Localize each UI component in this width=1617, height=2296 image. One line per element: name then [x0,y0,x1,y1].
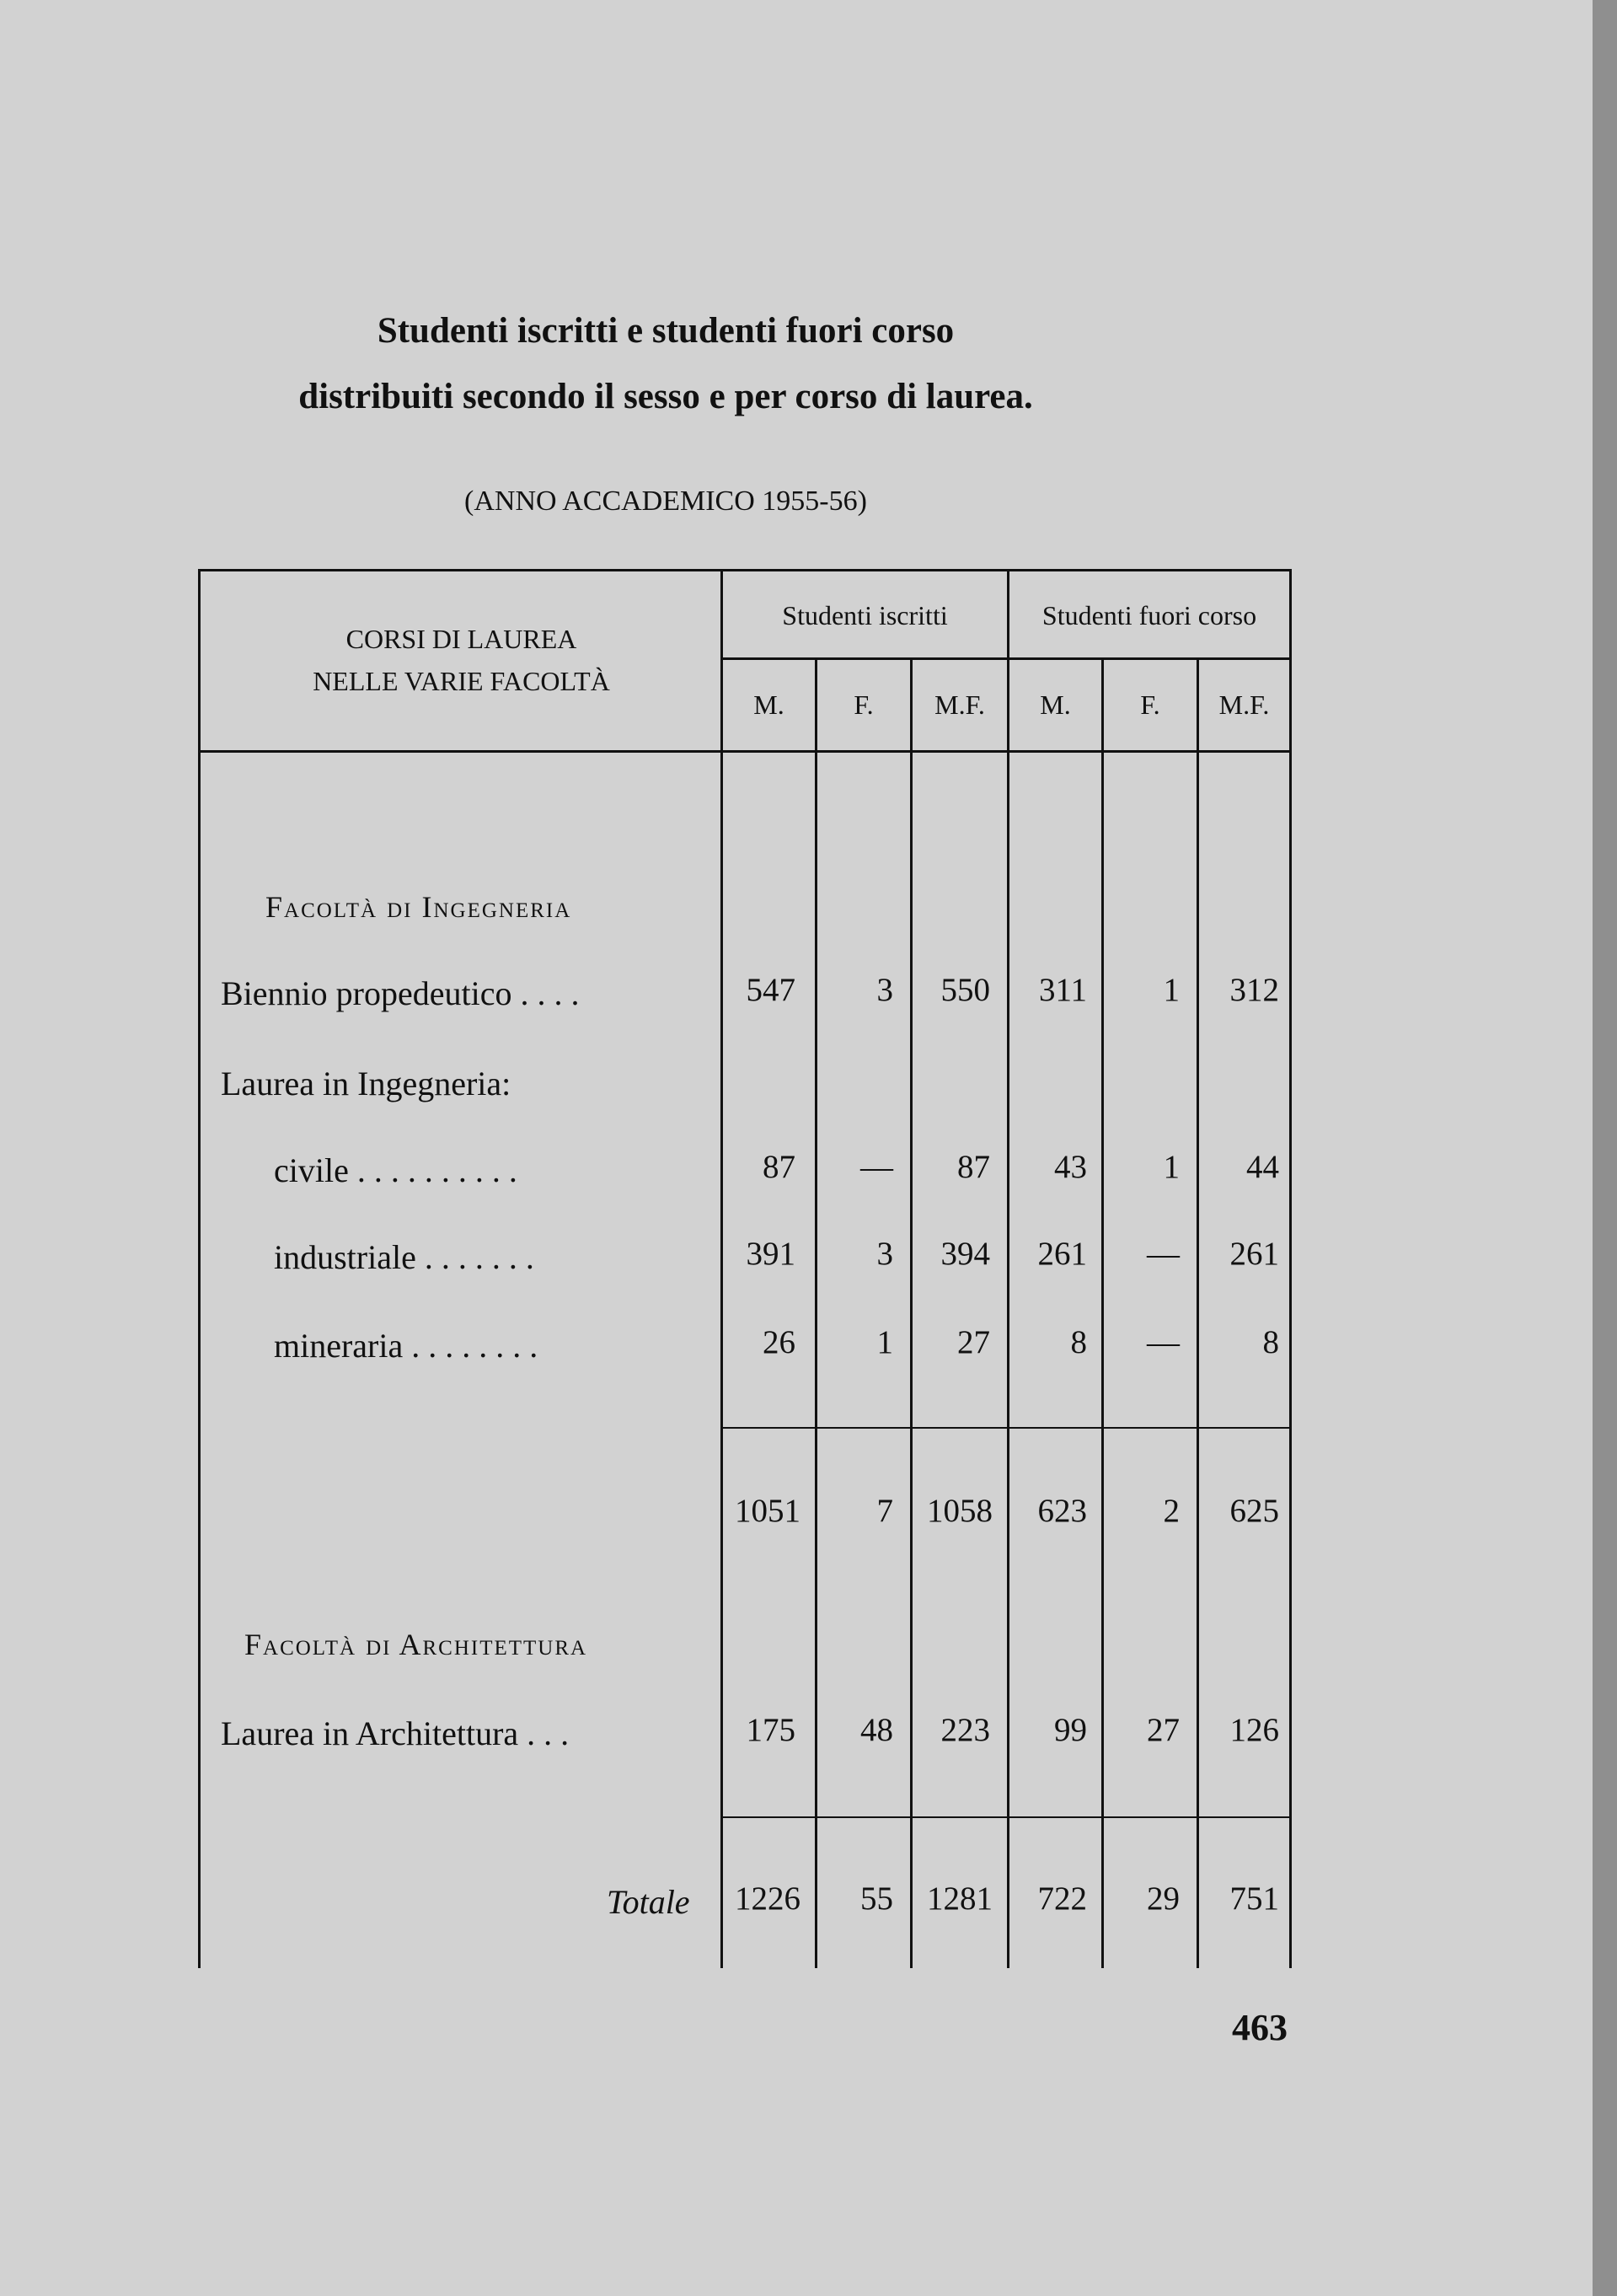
cell-biennio-f-iscritti: 3 [876,972,893,1008]
cell-totale-mf-iscritti: 1281 [927,1880,993,1917]
section-architettura: Facoltà di Architettura [244,1628,588,1661]
cell-mineraria-m-fuori: 8 [1070,1324,1087,1360]
cell-architettura-m-fuori: 99 [1054,1712,1087,1748]
table-right-rule [1289,569,1292,1968]
cell-subtotal-f-fuori: 2 [1163,1493,1180,1529]
cell-biennio-m-fuori: 311 [1038,972,1087,1008]
header-col-m-fuori: M. [1040,689,1071,720]
col-divider-5 [1197,657,1199,1968]
cell-mineraria-f-iscritti: 1 [876,1324,893,1360]
cell-totale-m-fuori: 722 [1037,1880,1087,1917]
header-col-mf-fuori: M.F. [1218,689,1270,720]
cell-mineraria-f-fuori: — [1147,1324,1180,1360]
cell-civile-mf-fuori: 44 [1246,1149,1279,1185]
cell-industriale-m-iscritti: 391 [746,1236,795,1272]
cell-totale-mf-fuori: 751 [1229,1880,1279,1917]
header-corsi-line-2: NELLE VARIE FACOLTÀ [313,666,610,696]
header-col-m-iscritti: M. [753,689,784,720]
cell-industriale-f-iscritti: 3 [876,1236,893,1272]
row-label-industriale: industriale . . . . . . . [274,1238,534,1276]
cell-civile-mf-iscritti: 87 [957,1149,990,1185]
cell-biennio-mf-iscritti: 550 [940,972,990,1008]
cell-civile-m-iscritti: 87 [763,1149,795,1185]
title-line-2: distribuiti secondo il sesso e per corso di laurea. [298,377,1033,416]
table-top-rule [198,569,1292,571]
cell-civile-f-fuori: 1 [1163,1149,1180,1185]
cell-mineraria-mf-iscritti: 27 [957,1324,990,1360]
cell-subtotal-mf-fuori: 625 [1229,1493,1279,1529]
cell-subtotal-m-fuori: 623 [1037,1493,1087,1529]
cell-architettura-mf-iscritti: 223 [940,1712,990,1748]
row-label-laurea-architettura: Laurea in Architettura . . . [221,1714,570,1752]
cell-architettura-f-fuori: 27 [1147,1712,1180,1748]
row-label-laurea-ingegneria: Laurea in Ingegneria: [221,1065,511,1102]
group-header-rule [720,657,1289,660]
cell-civile-f-iscritti: — [860,1149,893,1185]
cell-subtotal-m-iscritti: 1051 [735,1493,800,1529]
subtotal-rule [723,1427,1292,1429]
row-label-biennio: Biennio propedeutico . . . . [221,974,580,1012]
cell-totale-f-iscritti: 55 [860,1880,893,1917]
cell-industriale-m-fuori: 261 [1037,1236,1087,1272]
cell-subtotal-mf-iscritti: 1058 [927,1493,993,1529]
header-studenti-fuori-corso: Studenti fuori corso [1041,600,1257,630]
page-number: 463 [1232,2007,1288,2048]
row-label-mineraria: mineraria . . . . . . . . [274,1327,538,1365]
cell-industriale-mf-fuori: 261 [1229,1236,1279,1272]
cell-totale-m-iscritti: 1226 [735,1880,800,1917]
col-divider-1 [815,657,817,1968]
cell-architettura-mf-fuori: 126 [1229,1712,1279,1748]
header-corsi-line-1: CORSI DI LAUREA [345,624,577,654]
header-col-f-fuori: F. [1140,689,1160,720]
cell-totale-f-fuori: 29 [1147,1880,1180,1917]
cell-biennio-m-iscritti: 547 [746,972,795,1008]
col-divider-4 [1101,657,1104,1968]
header-bottom-rule [198,750,1292,753]
cell-biennio-mf-fuori: 312 [1229,972,1279,1008]
header-col-mf-iscritti: M.F. [934,689,985,720]
table-left-rule [198,569,201,1968]
cell-mineraria-m-iscritti: 26 [763,1324,795,1360]
page-edge [1593,0,1617,2296]
cell-architettura-f-iscritti: 48 [860,1712,893,1748]
cell-industriale-f-fuori: — [1147,1236,1180,1272]
cell-civile-m-fuori: 43 [1054,1149,1087,1185]
header-col-f-iscritti: F. [854,689,874,720]
cell-mineraria-mf-fuori: 8 [1262,1324,1279,1360]
cell-subtotal-f-iscritti: 7 [876,1493,893,1529]
section-ingegneria: Facoltà di Ingegneria [265,890,572,924]
row-label-civile: civile . . . . . . . . . . [274,1151,517,1189]
header-studenti-iscritti: Studenti iscritti [782,600,948,630]
col-divider-2 [910,657,913,1968]
cell-architettura-m-iscritti: 175 [746,1712,795,1748]
total-rule [723,1816,1292,1818]
cell-industriale-mf-iscritti: 394 [940,1236,990,1272]
title-line-1: Studenti iscritti e studenti fuori corso [377,311,955,351]
cell-biennio-f-fuori: 1 [1163,972,1180,1008]
subtitle: (ANNO ACCADEMICO 1955-56) [464,485,867,517]
row-label-totale: Totale [607,1883,690,1921]
